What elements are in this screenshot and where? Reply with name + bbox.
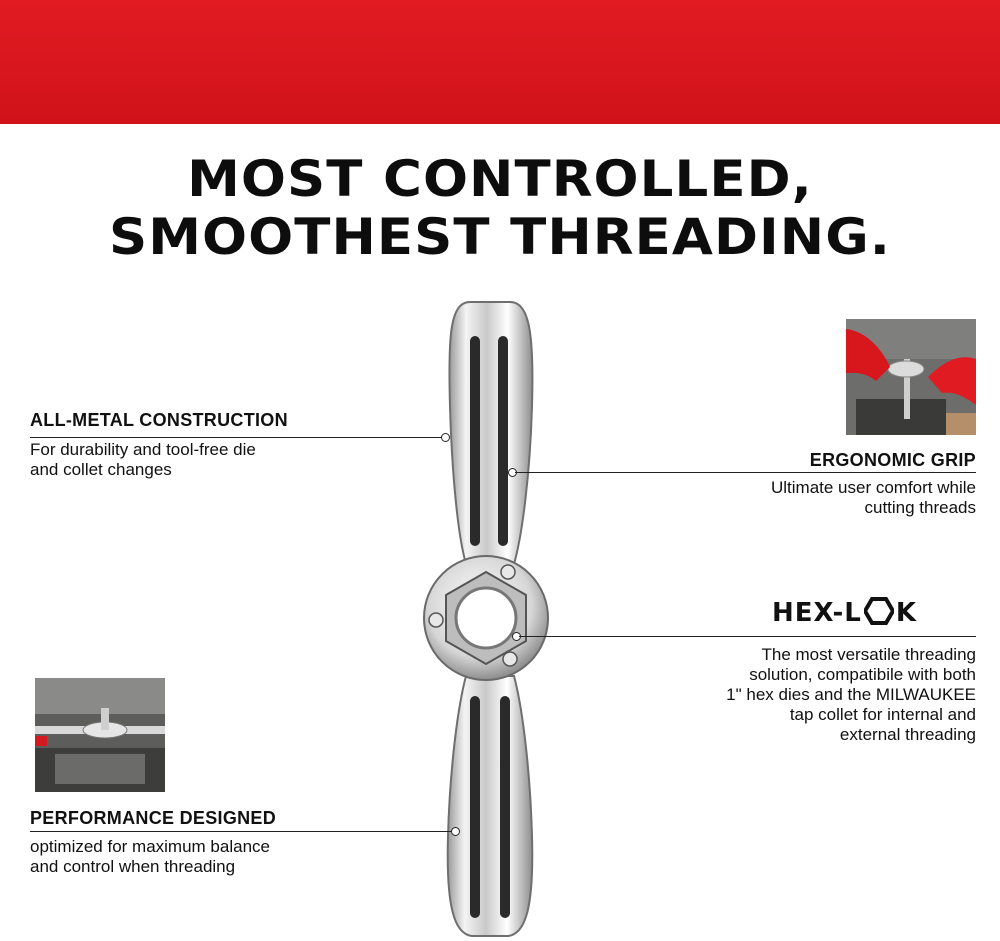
die-stock-on-pipe-photo [35,678,165,792]
all-metal-leader-line [30,437,444,438]
die-stock-handle-product-image [410,296,570,941]
callout-ergonomic [810,450,976,471]
hexlok-leader-line [519,636,976,637]
performance-leader-dot [451,827,460,836]
headline-line-1: MOST CONTROLLED, [187,150,813,208]
hands-using-die-stock-photo [846,319,976,435]
all-metal-title: ALL-METAL CONSTRUCTION [30,410,288,430]
hexagon-icon [864,596,894,626]
ergonomic-leader-line [515,472,976,473]
headline-line-2: SMOOTHEST THREADING. [109,208,891,266]
hexlok-description [726,645,976,745]
hexlok-desc-line-3: 1" hex dies and the MILWAUKEE [726,685,976,704]
performance-desc-line-1: optimized for maximum balance [30,837,270,856]
performance-description [30,837,270,877]
hexlok-logo-text-2: K [895,598,917,628]
all-metal-leader-dot [441,433,450,442]
performance-desc-line-2: and control when threading [30,857,236,876]
callout-performance [30,808,276,829]
top-red-banner [0,0,1000,124]
all-metal-desc-line-1: For durability and tool-free die [30,440,256,459]
banner-graphic [0,0,1000,124]
performance-title: PERFORMANCE DESIGNED [30,808,277,828]
hexlok-logo [772,596,917,628]
ergonomic-desc-line-1: Ultimate user comfort while [770,478,976,497]
hexlok-logo-text-1: HEX-L [772,598,862,628]
ergonomic-desc-line-2: cutting threads [864,498,976,517]
all-metal-description [30,440,256,480]
ergonomic-title: ERGONOMIC GRIP [809,450,976,470]
all-metal-desc-line-2: and collet changes [30,460,172,479]
hexlok-desc-line-1: The most versatile threading [761,645,976,664]
hexlok-desc-line-5: external threading [839,725,976,744]
ergonomic-description [771,478,976,518]
hexlok-desc-line-2: solution, compatibile with both [749,665,976,684]
hexlok-desc-line-4: tap collet for internal and [789,705,976,724]
page-headline [0,150,1000,266]
performance-leader-line [30,831,454,832]
callout-all-metal [30,410,288,431]
